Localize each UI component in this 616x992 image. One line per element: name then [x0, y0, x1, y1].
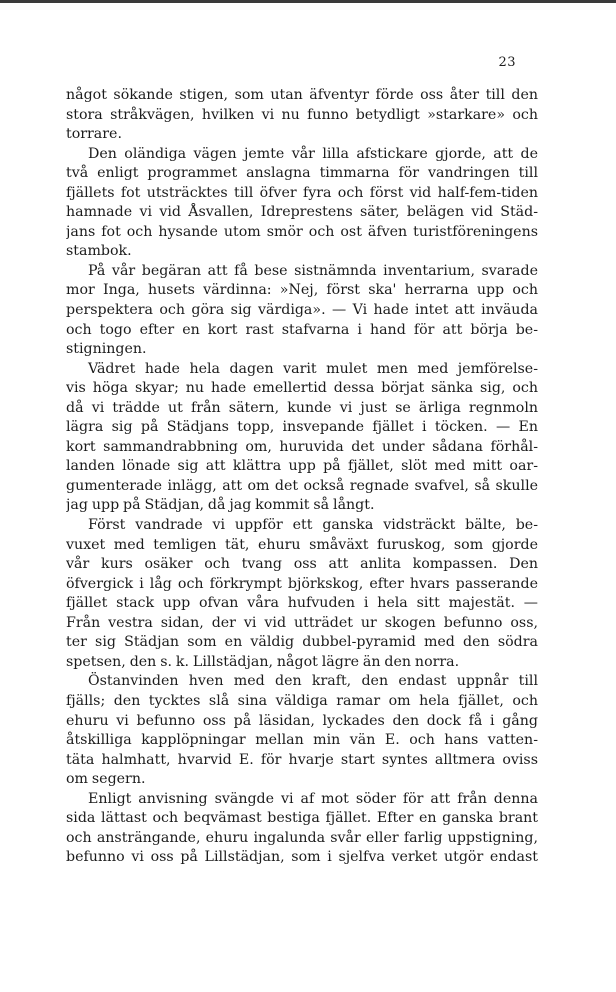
text-line: jag upp på Städjan, då jag kommit så långt.	[66, 497, 375, 514]
text-line: hamnade vi vid Åsvallen, Idreprestens säter, belägen vid Städ-	[66, 204, 538, 221]
text-line: om segern.	[66, 771, 146, 788]
text-line: torrare.	[66, 126, 122, 143]
text-line: täta halmhatt, hvarvid E. för hvarje start syntes alltmera oviss	[66, 751, 538, 768]
text-line: och togo efter en kort rast stafvarna i hand för att börja be-	[66, 321, 538, 338]
text-line: ter sig Städjan som en väldig dubbel-pyramid med den södra	[66, 634, 538, 651]
text-line: kort sammandrabbning om, huruvida det under sådana förhål-	[66, 438, 538, 455]
text-line: Enligt anvisning svängde vi af mot söder för att från denna	[88, 790, 538, 807]
text-line: då vi trädde ut från sätern, kunde vi just se ärliga regnmoln	[66, 399, 538, 416]
text-line: gumenterade inlägg, att om det också regnade svafvel, så skulle	[66, 477, 538, 494]
text-line: något sökande stigen, som utan äfventyr förde oss åter till den	[66, 87, 538, 103]
top-edge-rule	[0, 0, 616, 3]
page-number: 23	[498, 55, 516, 70]
text-line: fjället stack upp ofvan våra hufvuden i hela sitt majestät. —	[66, 595, 538, 612]
text-line: Först vandrade vi uppför ett ganska vidsträckt bälte, be-	[88, 517, 538, 534]
text-line: landen lönade sig att klättra upp på fjället, slöt med mitt oar-	[66, 458, 538, 475]
text-line: spetsen, den s. k. Lillstädjan, något lägre än den norra.	[66, 653, 460, 670]
text-line: perspektera och göra sig värdiga». — Vi hade intet att inväuda	[66, 302, 538, 319]
text-line: Från vestra sidan, der vi vid utträdet ur skogen befunno oss,	[66, 614, 538, 631]
text-line: På vår begäran att få bese sistnämnda inventarium, svarade	[88, 262, 538, 279]
text-line: stambok.	[66, 243, 132, 260]
body-text	[66, 86, 538, 868]
text-line: mor Inga, husets värdinna: »Nej, först ska' herrarna upp och	[66, 282, 538, 299]
text-line: fjälls; den tycktes slå sina väldiga ramar om hela fjället, och	[66, 692, 538, 709]
text-line: fjällets fot utsträcktes till öfver fyra och först vid half-fem-tiden	[66, 184, 538, 201]
text-line: jans fot och hysande utom smör och ost äfven turistföreningens	[66, 223, 538, 240]
text-line: åtskilliga kapplöpningar mellan min vän E. och hans vatten-	[66, 732, 538, 749]
text-line: stigningen.	[66, 341, 147, 358]
text-line: Den oländiga vägen jemte vår lilla afstickare gjorde, att de	[88, 145, 538, 162]
text-line: sida lättast och beqvämast bestiga fjället. Efter en ganska brant	[66, 810, 538, 827]
text-line: vuxet med temligen tät, ehuru småväxt furuskog, som gjorde	[66, 536, 538, 553]
text-line: lägra sig på Städjans topp, insvepande fjället i töcken. — En	[66, 419, 538, 436]
text-line: och ansträngande, ehuru ingalunda svår eller farlig uppstigning,	[66, 829, 538, 846]
text-line: öfvergick i låg och förkrympt björkskog, efter hvars passerande	[66, 575, 538, 592]
text-line: stora stråkvägen, hvilken vi nu funno betydligt »starkare» och	[66, 106, 538, 123]
text-line: vis höga skyar; nu hade emellertid dessa börjat sänka sig, och	[66, 380, 538, 397]
text-line: befunno vi oss på Lillstädjan, som i sjelfva verket utgör endast	[66, 849, 538, 866]
text-line: två enligt programmet anslagna timmarna för vandringen till	[66, 165, 538, 182]
text-line: Vädret hade hela dagen varit mulet men med jemförelse-	[88, 360, 538, 377]
text-line: Östanvinden hven med den kraft, den endast uppnår till	[88, 673, 538, 690]
text-line: ehuru vi befunno oss på läsidan, lyckades den dock få i gång	[66, 712, 538, 729]
text-line: vår kurs osäker och tvang oss att anlita kompassen. Den	[66, 556, 538, 573]
